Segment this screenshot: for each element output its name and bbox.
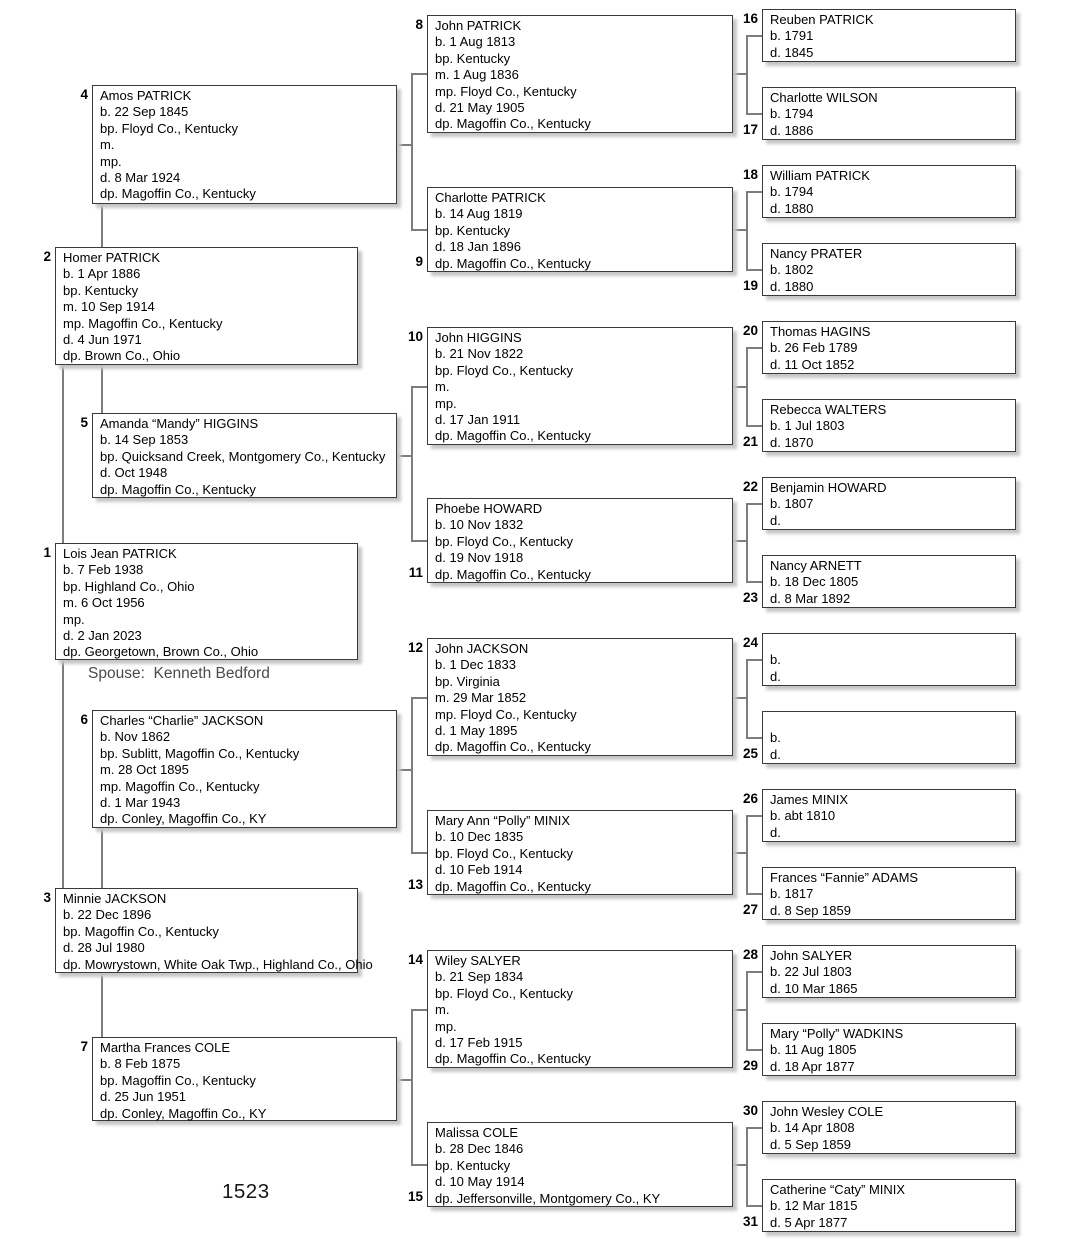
person-detail: bp. Virginia (435, 673, 500, 689)
person-detail: d. 8 Mar 1924 (100, 169, 181, 185)
person-box-26[interactable] (742, 789, 1016, 842)
person-name (770, 636, 1011, 652)
connector-line (746, 815, 748, 893)
connector-line (101, 973, 103, 1037)
spouse-note: Spouse: Kenneth Bedford (88, 665, 270, 682)
person-number: 31 (742, 1213, 758, 1229)
person-name: Mary “Polly” WADKINS (770, 1026, 904, 1041)
person-name: Amos PATRICK (100, 88, 192, 103)
person-detail: d. (770, 668, 781, 684)
person-detail: b. 12 Mar 1815 (770, 1198, 858, 1214)
person-detail: b. 22 Jul 1803 (770, 964, 852, 980)
person-detail: b. 11 Aug 1805 (770, 1042, 857, 1058)
person-detail: b. 1 Aug 1813 (435, 34, 516, 50)
person-detail: mp. (435, 395, 457, 411)
person-name: Mary Ann “Polly” MINIX (435, 813, 571, 828)
connector-line (746, 971, 762, 973)
person-name: John PATRICK (435, 18, 522, 33)
person-name: Rebecca WALTERS (770, 402, 887, 417)
person-box-19[interactable] (742, 243, 1016, 296)
person-name: Charles “Charlie” JACKSON (100, 713, 264, 728)
person-number: 2 (43, 249, 51, 264)
person-detail: b. 10 Nov 1832 (435, 517, 524, 533)
person-detail: mp. Magoffin Co., Kentucky (100, 778, 260, 794)
person-box-9[interactable] (415, 187, 733, 272)
person-detail: bp. Floyd Co., Kentucky (435, 845, 574, 861)
person-name: Charlotte PATRICK (435, 190, 546, 205)
person-number: 9 (415, 253, 423, 269)
connector-line (746, 191, 762, 193)
person-detail: d. 10 May 1914 (435, 1174, 525, 1190)
person-name: William PATRICK (770, 168, 870, 183)
person-number: 4 (80, 87, 88, 102)
person-detail: dp. Jeffersonville, Montgomery Co., KY (435, 1190, 661, 1206)
connector-line (746, 659, 748, 737)
person-detail: dp. Brown Co., Ohio (63, 348, 181, 364)
person-box-1[interactable] (43, 543, 358, 660)
connector-line (411, 229, 427, 231)
person-name: Wiley SALYER (435, 953, 521, 968)
person-box-6[interactable] (80, 710, 397, 828)
person-detail: d. 18 Jan 1896 (435, 239, 522, 255)
connector-line (101, 365, 103, 413)
connector-line (746, 1127, 762, 1129)
person-detail: b. 28 Dec 1846 (435, 1141, 524, 1157)
connector-line (411, 697, 427, 699)
connector-line (411, 73, 413, 229)
connector-line (746, 347, 762, 349)
person-detail: mp. Magoffin Co., Kentucky (63, 315, 223, 331)
person-box-25[interactable] (742, 711, 1016, 764)
person-detail: m. 1 Aug 1836 (435, 67, 519, 83)
person-detail: bp. Floyd Co., Kentucky (435, 362, 574, 378)
person-detail: dp. Magoffin Co., Kentucky (435, 116, 591, 132)
person-detail: b. 1 Apr 1886 (63, 266, 141, 282)
person-detail: mp. Floyd Co., Kentucky (435, 706, 577, 722)
connector-line (746, 503, 762, 505)
person-name: Nancy ARNETT (770, 558, 862, 573)
person-number: 11 (408, 564, 423, 580)
person-box-24[interactable] (742, 633, 1016, 686)
person-number: 22 (742, 479, 758, 494)
person-detail: d. 8 Sep 1859 (770, 902, 851, 918)
person-detail: d. 17 Feb 1915 (435, 1034, 523, 1050)
person-detail: bp. Highland Co., Ohio (63, 578, 195, 594)
person-number: 25 (742, 745, 758, 761)
person-detail: mp. (63, 611, 85, 627)
person-name: Lois Jean PATRICK (63, 546, 177, 561)
connector-line (746, 425, 762, 427)
connector-line (746, 269, 762, 271)
person-detail: m. (100, 137, 115, 153)
person-detail: b. 1794 (770, 184, 814, 200)
person-number: 13 (407, 876, 423, 892)
person-box-29[interactable] (742, 1023, 1016, 1076)
person-box-20[interactable] (742, 321, 1016, 374)
person-detail: dp. Magoffin Co., Kentucky (435, 566, 591, 582)
person-detail: d. 1 May 1895 (435, 722, 518, 738)
person-detail: dp. Magoffin Co., Kentucky (435, 255, 591, 271)
connector-line (101, 204, 103, 247)
person-number: 17 (742, 121, 758, 137)
person-name: John HIGGINS (435, 330, 522, 345)
person-box-30[interactable] (742, 1101, 1016, 1154)
person-detail: bp. Magoffin Co., Kentucky (100, 1072, 256, 1088)
person-detail: bp. Floyd Co., Kentucky (435, 985, 574, 1001)
person-detail: mp. Floyd Co., Kentucky (435, 83, 577, 99)
person-detail: b. 8 Feb 1875 (100, 1056, 181, 1072)
person-detail: b. 22 Dec 1896 (63, 907, 152, 923)
person-name: John SALYER (770, 948, 853, 963)
person-detail: b. 21 Nov 1822 (435, 346, 524, 362)
person-detail: bp. Floyd Co., Kentucky (100, 120, 239, 136)
person-detail: b. 1807 (770, 496, 814, 512)
person-name: Reuben PATRICK (770, 12, 874, 27)
person-name (770, 714, 1011, 730)
person-detail: d. 1880 (770, 278, 814, 294)
person-box-16[interactable] (742, 9, 1016, 62)
person-detail: dp. Magoffin Co., Kentucky (435, 739, 591, 755)
person-box-12[interactable] (407, 638, 733, 756)
person-detail: dp. Magoffin Co., Kentucky (435, 878, 591, 894)
person-detail: bp. Kentucky (435, 50, 511, 66)
person-detail: b. 1 Jul 1803 (770, 418, 845, 434)
person-detail: b. 14 Apr 1808 (770, 1120, 855, 1136)
person-name: Frances “Fannie” ADAMS (770, 870, 919, 885)
person-box-3[interactable] (43, 888, 373, 973)
person-box-21[interactable] (742, 399, 1016, 452)
person-box-17[interactable] (742, 87, 1016, 140)
connector-line (746, 1127, 748, 1205)
person-detail: d. 5 Apr 1877 (770, 1214, 848, 1230)
person-detail: dp. Georgetown, Brown Co., Ohio (63, 644, 259, 660)
person-number: 18 (742, 167, 758, 182)
person-detail: d. 1886 (770, 122, 814, 138)
person-detail: dp. Magoffin Co., Kentucky (100, 481, 256, 497)
person-box-10[interactable] (407, 327, 733, 445)
connector-line (411, 1009, 427, 1011)
person-detail: mp. (100, 153, 122, 169)
person-detail: d. 8 Mar 1892 (770, 590, 851, 606)
person-detail: b. 1817 (770, 886, 814, 902)
connector-line (746, 113, 762, 115)
connector-line (746, 893, 762, 895)
person-detail: b. 1 Dec 1833 (435, 657, 516, 673)
person-name: Catherine “Caty” MINIX (770, 1182, 906, 1197)
person-name: Homer PATRICK (63, 250, 161, 265)
person-number: 23 (742, 589, 758, 605)
connector-line (746, 347, 748, 425)
person-detail: bp. Floyd Co., Kentucky (435, 533, 574, 549)
connector-line (746, 1205, 762, 1207)
person-detail: b. 1791 (770, 28, 814, 44)
person-detail: b. 21 Sep 1834 (435, 969, 524, 985)
connector-line (733, 229, 746, 231)
person-number: 1 (43, 545, 51, 560)
person-detail: b. 22 Sep 1845 (100, 104, 189, 120)
person-number: 24 (742, 635, 758, 650)
person-detail: d. 2 Jan 2023 (63, 627, 142, 643)
person-detail: b. 1794 (770, 106, 814, 122)
person-detail: d. (770, 746, 781, 762)
person-number: 3 (43, 890, 51, 905)
person-detail: d. 28 Jul 1980 (63, 940, 145, 956)
person-detail: b. 10 Dec 1835 (435, 829, 524, 845)
connector-line (733, 386, 746, 388)
person-name: James MINIX (770, 792, 849, 807)
person-detail: dp. Magoffin Co., Kentucky (435, 1051, 591, 1067)
person-detail: d. Oct 1948 (100, 465, 168, 481)
connector-line (746, 659, 762, 661)
connector-line (101, 828, 103, 888)
connector-line (411, 1009, 413, 1164)
connector-line (746, 815, 762, 817)
person-detail: bp. Kentucky (435, 1157, 511, 1173)
person-detail: d. 1880 (770, 200, 814, 216)
person-detail: mp. (435, 1018, 457, 1034)
person-detail: d. 1870 (770, 434, 814, 450)
person-number: 19 (742, 277, 758, 293)
connector-line (411, 540, 427, 542)
person-number: 29 (742, 1057, 758, 1073)
person-box-23[interactable] (742, 555, 1016, 608)
person-box-28[interactable] (742, 945, 1016, 998)
connector-line (746, 503, 748, 581)
person-detail: d. 10 Mar 1865 (770, 980, 858, 996)
page-number: 1523 (222, 1180, 270, 1203)
person-detail: d. 17 Jan 1911 (435, 411, 521, 427)
person-number: 12 (407, 640, 423, 655)
connector-line (397, 455, 411, 457)
person-detail: b. (770, 652, 781, 668)
person-detail: bp. Kentucky (435, 222, 511, 238)
person-detail: bp. Kentucky (63, 282, 139, 298)
person-box-5[interactable] (80, 413, 397, 498)
person-number: 7 (80, 1039, 88, 1054)
connector-line (746, 581, 762, 583)
person-detail: d. 21 May 1905 (435, 99, 525, 115)
person-name: Thomas HAGINS (770, 324, 871, 339)
person-box-13[interactable] (407, 810, 733, 895)
person-detail: b. 14 Sep 1853 (100, 432, 189, 448)
connector-line (733, 852, 746, 854)
person-number: 30 (742, 1103, 758, 1118)
person-number: 6 (80, 712, 88, 727)
person-number: 27 (742, 901, 758, 917)
person-name: Amanda “Mandy” HIGGINS (100, 416, 259, 431)
person-detail: b. 18 Dec 1805 (770, 574, 859, 590)
person-number: 21 (742, 433, 758, 449)
person-box-7[interactable] (80, 1037, 397, 1121)
person-detail: dp. Magoffin Co., Kentucky (100, 186, 256, 202)
person-number: 5 (80, 415, 88, 430)
person-number: 10 (407, 329, 423, 344)
person-detail: m. (435, 379, 450, 395)
connector-line (733, 1164, 746, 1166)
person-name: John JACKSON (435, 641, 529, 656)
connector-line (411, 386, 413, 540)
person-box-11[interactable] (408, 498, 733, 583)
person-name: Phoebe HOWARD (435, 501, 543, 516)
person-detail: m. 29 Mar 1852 (435, 690, 527, 706)
person-detail: b. Nov 1862 (100, 729, 171, 745)
person-name: Malissa COLE (435, 1125, 519, 1140)
person-number: 16 (742, 11, 758, 26)
connector-line (733, 73, 746, 75)
person-detail: bp. Magoffin Co., Kentucky (63, 923, 219, 939)
person-box-31[interactable] (742, 1179, 1016, 1232)
connector-line (411, 73, 427, 75)
connector-line (411, 852, 427, 854)
person-name: Minnie JACKSON (63, 891, 167, 906)
person-detail: m. 6 Oct 1956 (63, 595, 145, 611)
connector-line (397, 144, 411, 146)
person-detail: d. (770, 824, 781, 840)
connector-line (733, 1009, 746, 1011)
connector-line (411, 697, 413, 852)
person-detail: d. 11 Oct 1852 (770, 356, 855, 372)
person-detail: d. 4 Jun 1971 (63, 331, 142, 347)
person-number: 26 (742, 791, 758, 806)
person-detail: bp. Sublitt, Magoffin Co., Kentucky (100, 745, 300, 761)
person-detail: m. 28 Oct 1895 (100, 762, 189, 778)
person-detail: b. 7 Feb 1938 (63, 562, 144, 578)
connector-line (746, 35, 762, 37)
connector-line (397, 769, 411, 771)
person-detail: m. (435, 1002, 450, 1018)
person-detail: d. 1845 (770, 44, 814, 60)
person-detail: b. 26 Feb 1789 (770, 340, 858, 356)
person-name: Benjamin HOWARD (770, 480, 887, 495)
person-name: Martha Frances COLE (100, 1040, 231, 1055)
person-name: John Wesley COLE (770, 1104, 884, 1119)
person-number: 14 (407, 952, 423, 967)
connector-line (746, 35, 748, 113)
person-name: Charlotte WILSON (770, 90, 878, 105)
connector-line (746, 971, 748, 1049)
person-box-18[interactable] (742, 165, 1016, 218)
person-detail: d. 19 Nov 1918 (435, 550, 524, 566)
connector-line (397, 1079, 411, 1081)
person-number: 15 (407, 1188, 423, 1204)
person-detail: d. 25 Jun 1951 (100, 1089, 187, 1105)
connector-line (411, 386, 427, 388)
connector-line (411, 1164, 427, 1166)
person-detail: d. (770, 512, 781, 528)
connector-line (733, 540, 746, 542)
person-box-8[interactable] (415, 15, 733, 133)
person-box-4[interactable] (80, 85, 397, 204)
person-detail: d. 5 Sep 1859 (770, 1136, 851, 1152)
person-box-22[interactable] (742, 477, 1016, 530)
connector-line (746, 1049, 762, 1051)
person-detail: b. (770, 730, 781, 746)
person-detail: dp. Mowrystown, White Oak Twp., Highland Co., Ohio (63, 956, 373, 972)
person-detail: dp. Conley, Magoffin Co., KY (100, 811, 267, 827)
person-box-14[interactable] (407, 950, 733, 1068)
person-number: 20 (742, 323, 758, 338)
connector-line (733, 697, 746, 699)
person-detail: b. 1802 (770, 262, 814, 278)
person-detail: dp. Conley, Magoffin Co., KY (100, 1105, 267, 1121)
person-detail: b. abt 1810 (770, 808, 836, 824)
person-detail: d. 10 Feb 1914 (435, 862, 523, 878)
person-detail: m. 10 Sep 1914 (63, 299, 155, 315)
person-detail: bp. Quicksand Creek, Montgomery Co., Kentucky (100, 448, 386, 464)
person-name: Nancy PRATER (770, 246, 863, 261)
person-box-2[interactable] (43, 247, 358, 365)
person-number: 8 (415, 17, 423, 32)
person-detail: d. 18 Apr 1877 (770, 1058, 855, 1074)
connector-line (746, 737, 762, 739)
connector-line (746, 191, 748, 269)
person-detail: dp. Magoffin Co., Kentucky (435, 428, 591, 444)
person-detail: b. 14 Aug 1819 (435, 206, 523, 222)
person-detail: d. 1 Mar 1943 (100, 794, 181, 810)
person-box-15[interactable] (407, 1122, 733, 1207)
person-number: 28 (742, 947, 758, 962)
person-box-27[interactable] (742, 867, 1016, 920)
